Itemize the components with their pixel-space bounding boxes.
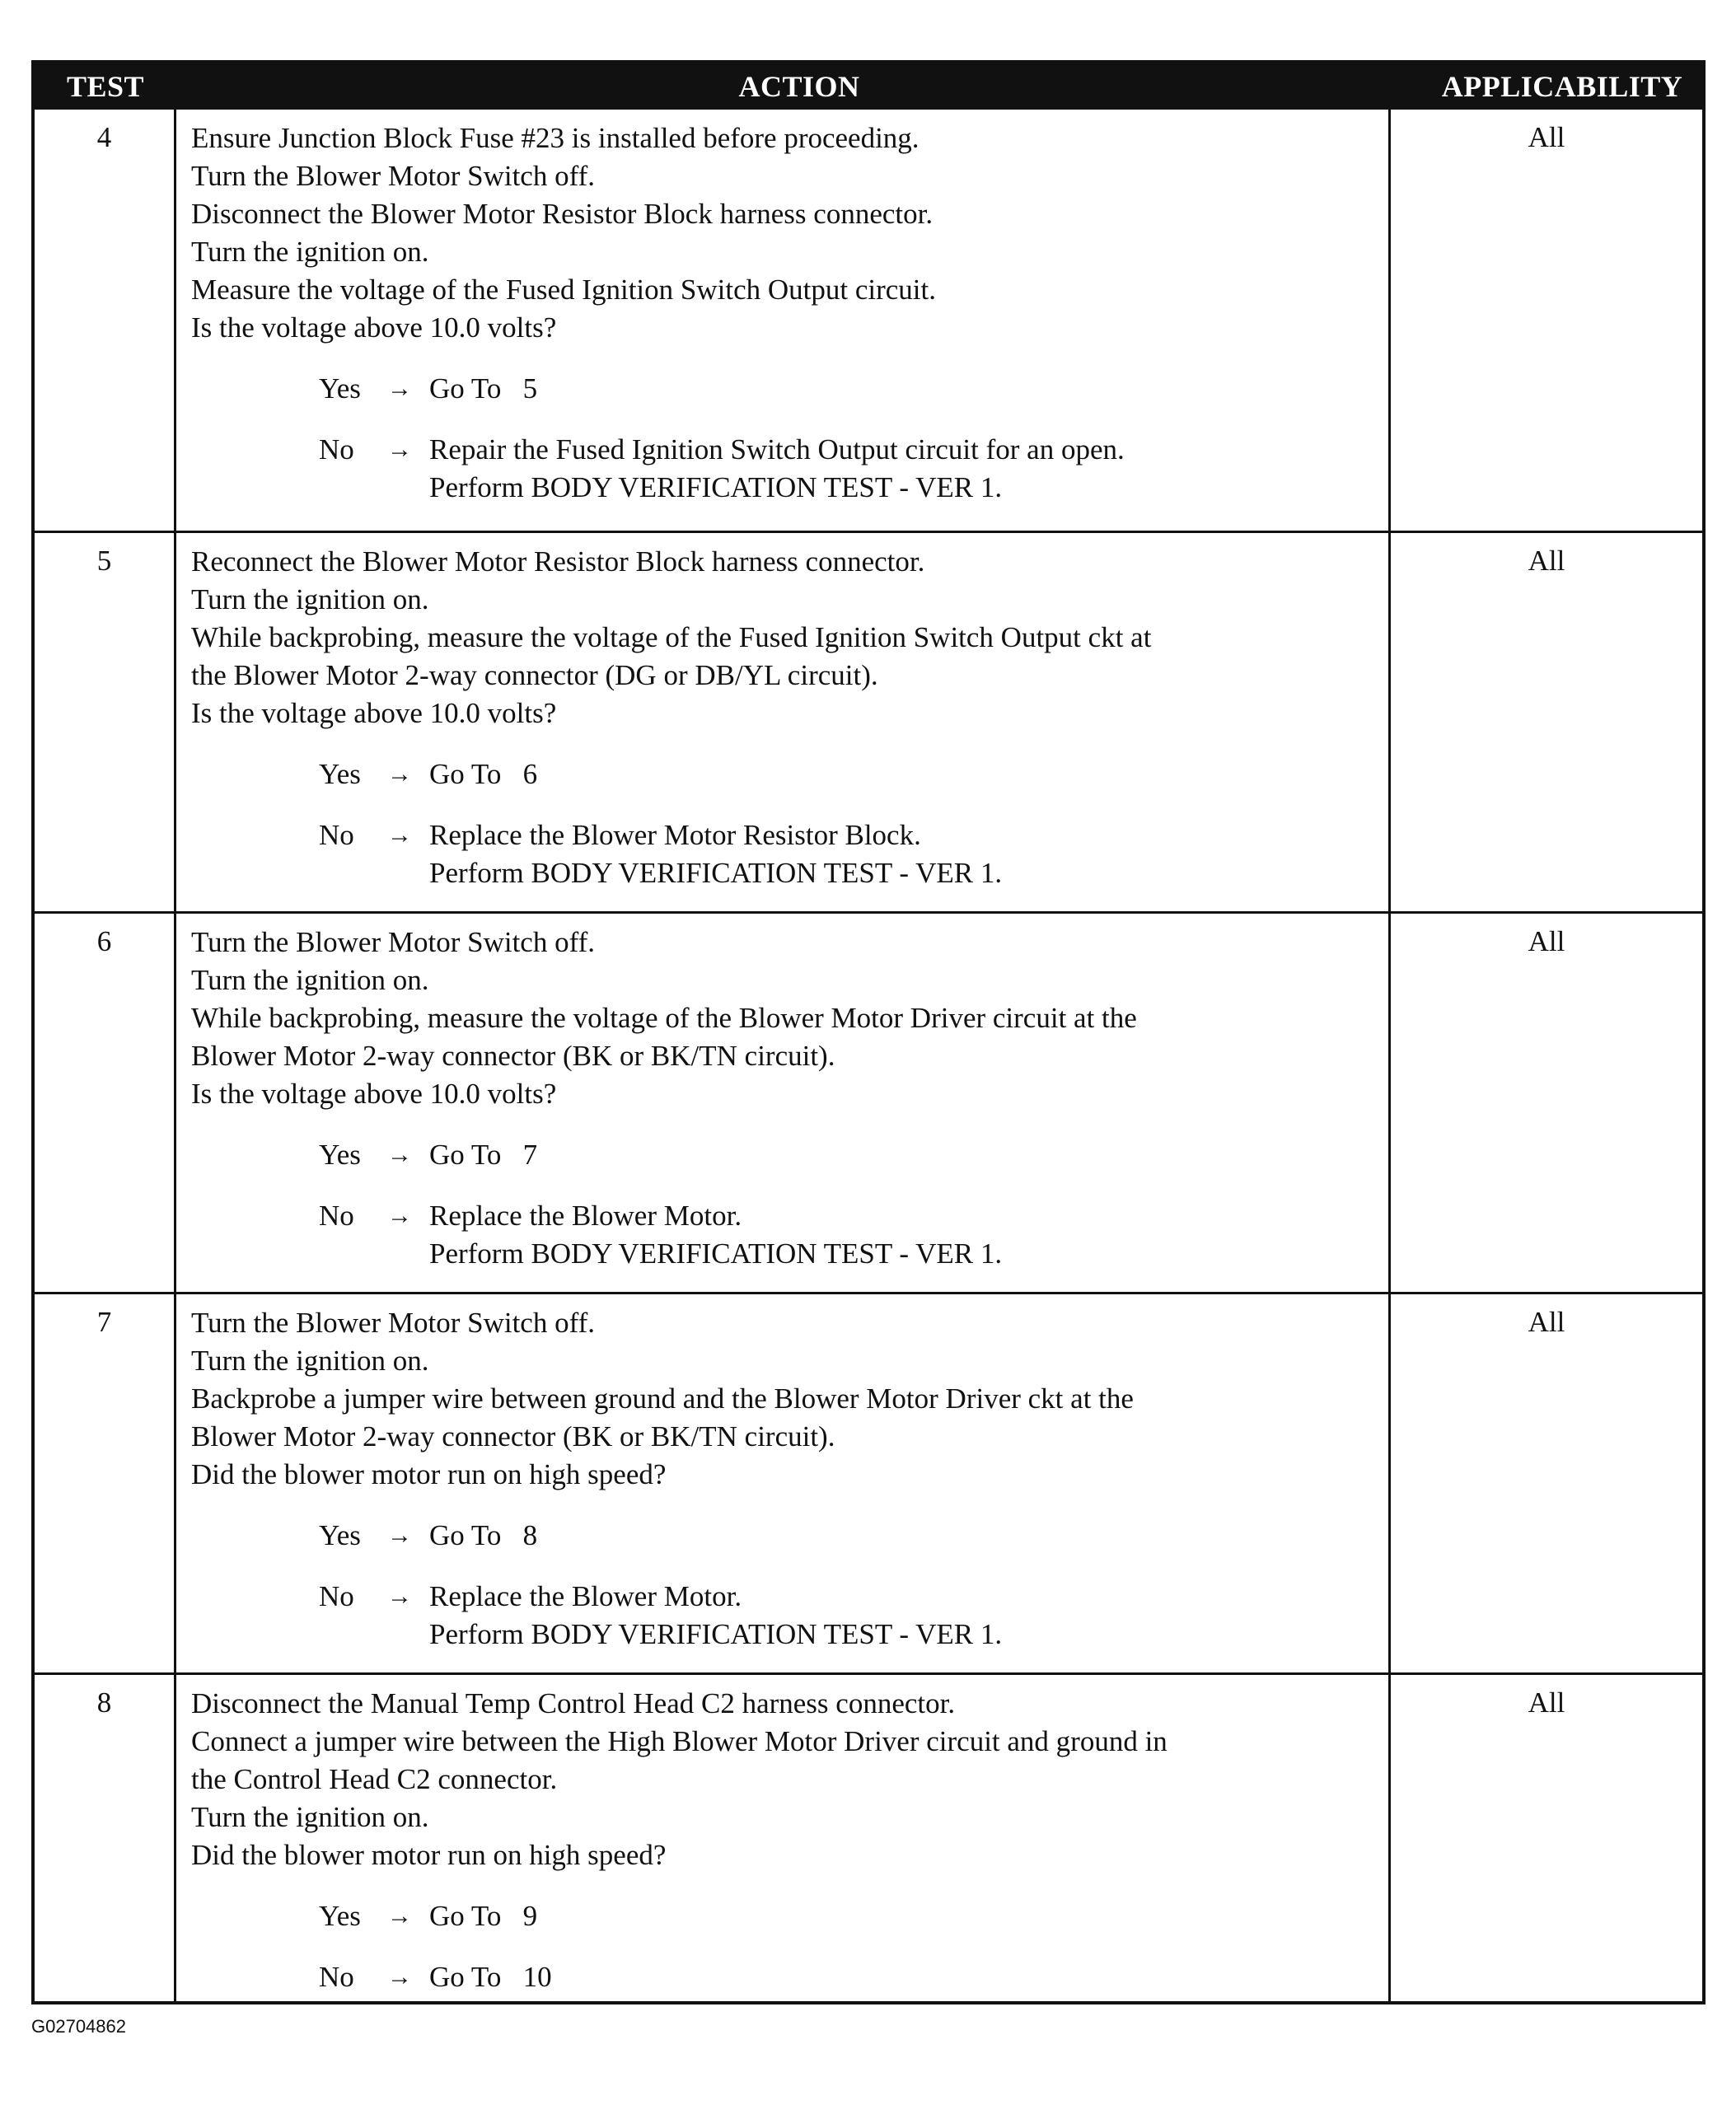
- action-cell: [191, 1685, 1386, 1996]
- applicability-value: All: [1528, 925, 1565, 957]
- arrow-right-icon: →: [387, 1902, 412, 1930]
- result-line: Replace the Blower Motor.: [429, 1580, 742, 1612]
- action-line: Is the voltage above 10.0 volts?: [191, 697, 557, 729]
- result-line: Go To 9: [429, 1900, 538, 1932]
- action-line: Reconnect the Blower Motor Resistor Block harness connector.: [191, 545, 925, 578]
- no-result: [429, 1958, 552, 1996]
- arrow-right-icon: →: [387, 1202, 412, 1229]
- result-line: Go To 7: [429, 1139, 538, 1171]
- arrow-right-icon: →: [387, 1583, 412, 1610]
- test-number: 5: [96, 545, 112, 577]
- action-line: the Control Head C2 connector.: [191, 1763, 558, 1795]
- yes-label: Yes: [319, 1139, 361, 1171]
- applicability-value: All: [1528, 121, 1565, 153]
- action-cell: [191, 119, 1386, 507]
- arrow-right-icon: →: [387, 760, 412, 788]
- action-cell: [191, 543, 1386, 892]
- test-number: 8: [96, 1686, 112, 1719]
- no-outcome: [319, 1958, 1386, 1996]
- action-line: Blower Motor 2-way connector (BK or BK/TN circuit).: [191, 1420, 835, 1452]
- action-line: Blower Motor 2-way connector (BK or BK/TN circuit).: [191, 1040, 835, 1072]
- action-line: Did the blower motor run on high speed?: [191, 1839, 667, 1871]
- table-header: [35, 63, 1702, 110]
- yes-result: [429, 1897, 537, 1935]
- yes-outcome: [319, 1897, 1386, 1935]
- no-label: No: [319, 433, 354, 465]
- result-line: Perform BODY VERIFICATION TEST - VER 1.: [429, 857, 1003, 889]
- table-row: [35, 1294, 1702, 1675]
- result-line: Go To 5: [429, 372, 538, 405]
- no-label: No: [319, 1580, 354, 1612]
- yes-outcome: [319, 1517, 1386, 1555]
- yes-result: [429, 1517, 537, 1555]
- action-line: Turn the ignition on.: [191, 964, 429, 996]
- test-number: 4: [96, 121, 112, 153]
- test-number: 6: [96, 925, 112, 957]
- yes-label: Yes: [319, 372, 361, 405]
- applicability-value: All: [1528, 1686, 1565, 1719]
- action-line: Did the blower motor run on high speed?: [191, 1458, 667, 1490]
- action-cell: [191, 1304, 1386, 1654]
- action-line: Disconnect the Manual Temp Control Head C2 harness connector.: [191, 1687, 956, 1719]
- arrow-right-icon: →: [387, 375, 412, 402]
- no-outcome: [319, 1197, 1386, 1273]
- arrow-right-icon: →: [387, 1963, 412, 1990]
- action-line: the Blower Motor 2-way connector (DG or DB/YL circuit).: [191, 659, 878, 691]
- arrow-right-icon: →: [387, 821, 412, 849]
- action-line: While backprobing, measure the voltage of the Fused Ignition Switch Output ckt at: [191, 621, 1152, 653]
- no-result: [429, 1197, 1002, 1273]
- yes-result: [429, 755, 537, 793]
- header-test: TEST: [66, 70, 145, 103]
- test-number: 7: [96, 1306, 112, 1338]
- table-row: [35, 1675, 1702, 2004]
- table-row: [35, 533, 1702, 914]
- action-cell: [191, 924, 1386, 1273]
- action-line: Turn the Blower Motor Switch off.: [191, 926, 595, 958]
- result-line: Perform BODY VERIFICATION TEST - VER 1.: [429, 471, 1003, 503]
- action-line: Measure the voltage of the Fused Ignition Switch Output circuit.: [191, 274, 936, 306]
- action-line: Turn the ignition on.: [191, 1801, 429, 1833]
- no-label: No: [319, 1961, 354, 1993]
- no-result: [429, 1578, 1002, 1654]
- result-line: Replace the Blower Motor.: [429, 1200, 742, 1232]
- action-line: Backprobe a jumper wire between ground and the Blower Motor Driver ckt at the: [191, 1382, 1134, 1415]
- no-outcome: [319, 1578, 1386, 1654]
- action-line: Is the voltage above 10.0 volts?: [191, 1078, 557, 1110]
- yes-label: Yes: [319, 758, 361, 790]
- no-result: [429, 816, 1002, 892]
- header-action: ACTION: [738, 70, 860, 103]
- action-line: Turn the ignition on.: [191, 1345, 429, 1377]
- diagnostic-test-table: [31, 60, 1706, 2004]
- result-line: Go To 10: [429, 1961, 552, 1993]
- yes-outcome: [319, 755, 1386, 793]
- arrow-right-icon: →: [387, 1522, 412, 1549]
- yes-result: [429, 370, 537, 408]
- action-line: Connect a jumper wire between the High Blower Motor Driver circuit and ground in: [191, 1725, 1167, 1757]
- no-outcome: [319, 816, 1386, 892]
- header-applicability: APPLICABILITY: [1441, 70, 1683, 103]
- action-line: Turn the Blower Motor Switch off.: [191, 160, 595, 192]
- action-line: Turn the Blower Motor Switch off.: [191, 1307, 595, 1339]
- no-label: No: [319, 819, 354, 851]
- yes-outcome: [319, 1136, 1386, 1174]
- arrow-right-icon: →: [387, 436, 412, 463]
- action-line: While backprobing, measure the voltage of the Blower Motor Driver circuit at the: [191, 1002, 1137, 1034]
- action-line: Turn the ignition on.: [191, 583, 429, 615]
- applicability-value: All: [1528, 545, 1565, 577]
- no-outcome: [319, 431, 1386, 507]
- no-result: [429, 431, 1125, 507]
- arrow-right-icon: →: [387, 1141, 412, 1168]
- yes-outcome: [319, 370, 1386, 408]
- applicability-value: All: [1528, 1306, 1565, 1338]
- yes-result: [429, 1136, 537, 1174]
- result-line: Go To 8: [429, 1519, 538, 1551]
- result-line: Repair the Fused Ignition Switch Output circuit for an open.: [429, 433, 1125, 465]
- table-row: [35, 110, 1702, 533]
- no-label: No: [319, 1200, 354, 1232]
- action-line: Ensure Junction Block Fuse #23 is installed before proceeding.: [191, 122, 919, 154]
- yes-label: Yes: [319, 1900, 361, 1932]
- action-line: Turn the ignition on.: [191, 236, 429, 268]
- result-line: Replace the Blower Motor Resistor Block.: [429, 819, 921, 851]
- yes-label: Yes: [319, 1519, 361, 1551]
- result-line: Perform BODY VERIFICATION TEST - VER 1.: [429, 1237, 1003, 1270]
- result-line: Go To 6: [429, 758, 538, 790]
- table-row: [35, 914, 1702, 1294]
- action-line: Is the voltage above 10.0 volts?: [191, 311, 557, 344]
- figure-id: G02704862: [31, 2016, 126, 2037]
- result-line: Perform BODY VERIFICATION TEST - VER 1.: [429, 1618, 1003, 1650]
- action-line: Disconnect the Blower Motor Resistor Block harness connector.: [191, 198, 934, 230]
